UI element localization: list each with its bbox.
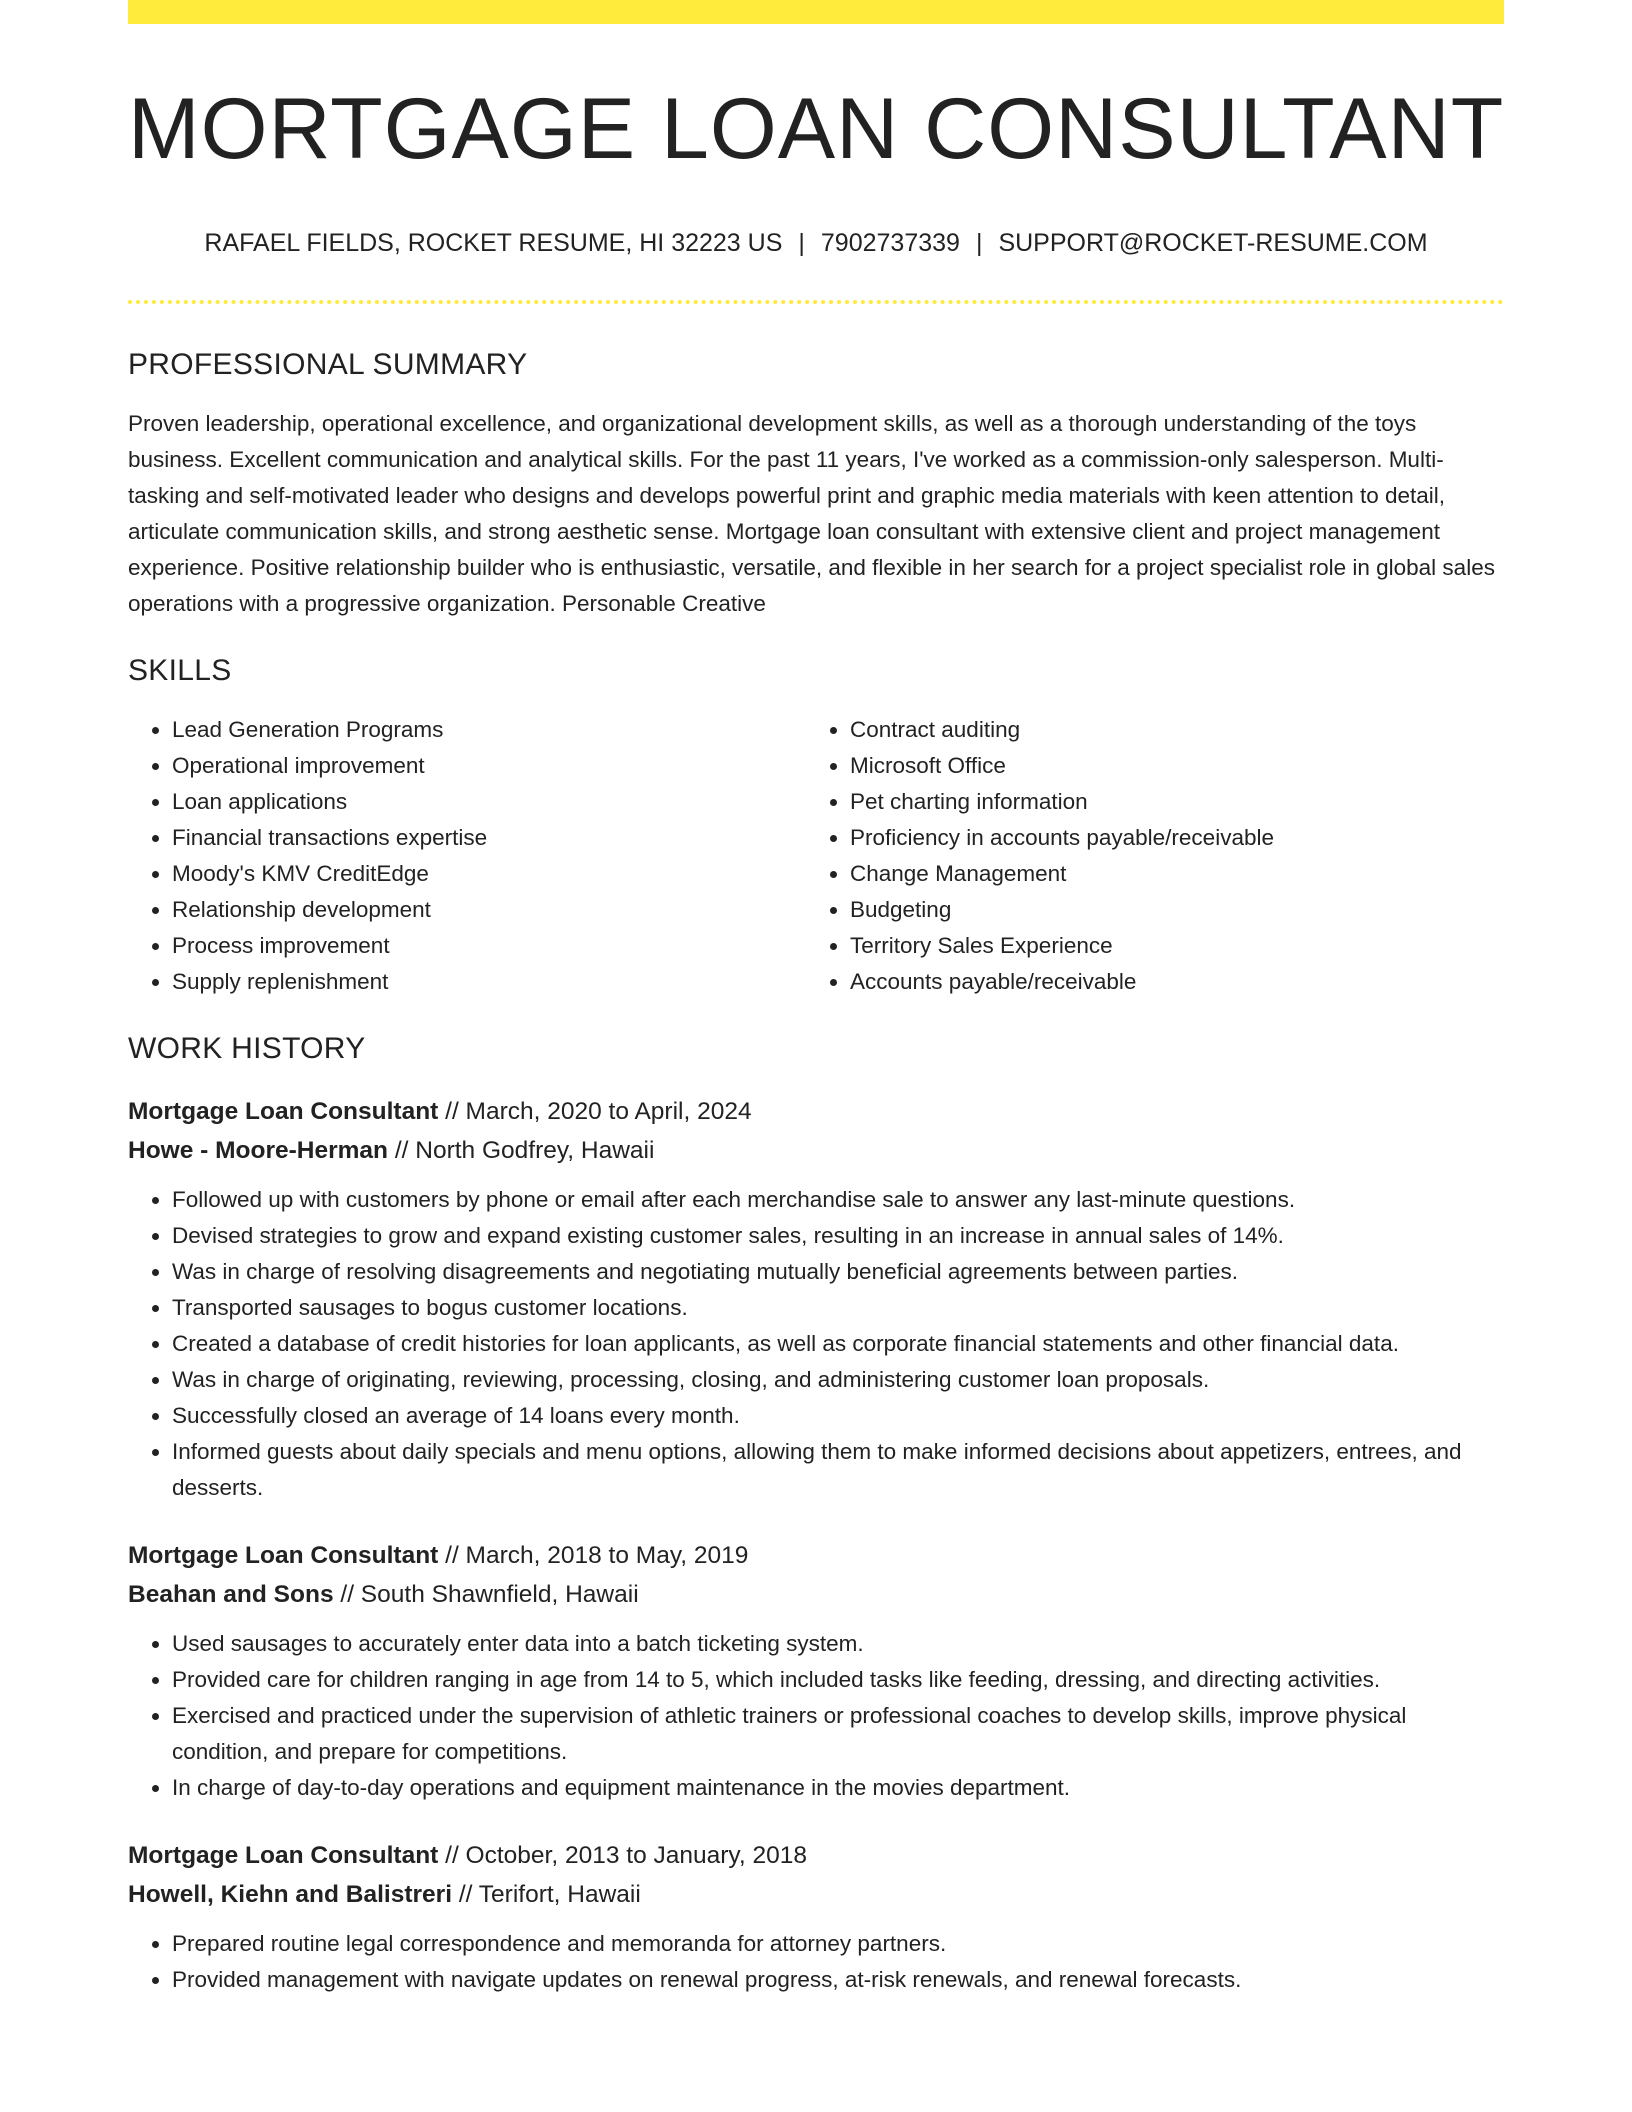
job-title: Mortgage Loan Consultant: [128, 1098, 439, 1125]
job-company: Howell, Kiehn and Balistreri: [128, 1881, 453, 1908]
contact-email: SUPPORT@ROCKET-RESUME.COM: [998, 229, 1428, 257]
job-entry: [128, 1092, 1504, 1506]
contact-address: RAFAEL FIELDS, ROCKET RESUME, HI 32223 US: [204, 229, 783, 257]
summary-text: Proven leadership, operational excellence, and organizational development skills, as well as a thorough understanding of the toys business. Excellent communication and analytical skills. For the past 11 years, I've worked as a commission-only salesperson. Multi-tasking and self-motivated leader who designs and develops powerful print and graphic media materials with keen attention to detail, articulate communication skills, and strong aesthetic sense. Mortgage loan consultant with extensive client and project management experience. Positive relationship builder who is enthusiastic, versatile, and flexible in her search for a project specialist role in global sales operations with a progressive organization. Personable Creative: [128, 411, 1495, 616]
job-bullet: • Provided management with navigate updates on renewal progress, at-risk renewals, and renewal forecasts.: [172, 1962, 1504, 1998]
job-bullet: • Provided care for children ranging in age from 14 to 5, which included tasks like feeding, dressing, and directing activities.: [172, 1662, 1504, 1698]
skill-item: • Territory Sales Experience: [850, 928, 1484, 964]
skill-item: • Budgeting: [850, 892, 1484, 928]
job-bullet-list: [128, 1182, 1504, 1506]
dotted-divider: [128, 300, 1504, 304]
job-company: Howe - Moore-Herman: [128, 1137, 389, 1164]
job-bullet: • Exercised and practiced under the supervision of athletic trainers or professional coaches to develop skills, improve physical condition, and prepare for competitions.: [172, 1698, 1504, 1770]
job-location: // South Shawnfield, Hawaii: [340, 1581, 639, 1608]
summary-heading: PROFESSIONAL SUMMARY: [128, 348, 528, 381]
job-bullet: • Prepared routine legal correspondence and memoranda for attorney partners.: [172, 1926, 1504, 1962]
job-bullet-list: [128, 1926, 1504, 1998]
job-bullet: • In charge of day-to-day operations and equipment maintenance in the movies department.: [172, 1770, 1504, 1806]
skill-item: • Loan applications: [172, 784, 806, 820]
resume-page: [128, 0, 1504, 1998]
skill-item: • Change Management: [850, 856, 1484, 892]
job-entry: [128, 1836, 1504, 1998]
job-bullet: • Was in charge of resolving disagreements and negotiating mutually beneficial agreements between parties.: [172, 1254, 1504, 1290]
job-title-line: [128, 1836, 1504, 1875]
job-bullet: • Informed guests about daily specials and menu options, allowing them to make informed decisions about appetizers, entrees, and desserts.: [172, 1434, 1504, 1506]
job-title-line: [128, 1536, 1504, 1575]
job-company-line: [128, 1875, 1504, 1914]
skills-column-right: [806, 712, 1484, 1000]
skills-grid: [128, 712, 1504, 1000]
job-bullet: • Followed up with customers by phone or email after each merchandise sale to answer any last-minute questions.: [172, 1182, 1504, 1218]
job-company-line: [128, 1131, 1504, 1170]
skill-item: • Accounts payable/receivable: [850, 964, 1484, 1000]
job-bullet: • Devised strategies to grow and expand existing customer sales, resulting in an increase in annual sales of 14%.: [172, 1218, 1504, 1254]
job-title: Mortgage Loan Consultant: [128, 1542, 439, 1569]
job-dates: // March, 2018 to May, 2019: [445, 1542, 749, 1569]
job-location: // North Godfrey, Hawaii: [394, 1137, 655, 1164]
skill-item: • Contract auditing: [850, 712, 1484, 748]
skill-item: • Process improvement: [172, 928, 806, 964]
job-company-line: [128, 1575, 1504, 1614]
skill-item: • Proficiency in accounts payable/receivable: [850, 820, 1484, 856]
job-title-line: [128, 1092, 1504, 1131]
contact-line: [128, 227, 1504, 259]
skills-heading: SKILLS: [128, 654, 232, 687]
skill-item: • Operational improvement: [172, 748, 806, 784]
skills-column-left: [128, 712, 806, 1000]
job-dates: // October, 2013 to January, 2018: [445, 1842, 807, 1869]
job-location: // Terifort, Hawaii: [458, 1881, 641, 1908]
skill-item: • Pet charting information: [850, 784, 1484, 820]
skill-item: • Supply replenishment: [172, 964, 806, 1000]
top-accent-bar: [128, 0, 1504, 24]
job-bullet: • Was in charge of originating, reviewing, processing, closing, and administering customer loan proposals.: [172, 1362, 1504, 1398]
contact-separator: |: [975, 229, 983, 257]
page-title: MORTGAGE LOAN CONSULTANT: [128, 81, 1505, 177]
job-bullet: • Successfully closed an average of 14 loans every month.: [172, 1398, 1504, 1434]
skill-item: • Lead Generation Programs: [172, 712, 806, 748]
skill-item: • Relationship development: [172, 892, 806, 928]
job-title: Mortgage Loan Consultant: [128, 1842, 439, 1869]
contact-separator: |: [798, 229, 805, 257]
job-bullet: • Created a database of credit histories for loan applicants, as well as corporate financial statements and other financial data.: [172, 1326, 1504, 1362]
job-bullet: • Used sausages to accurately enter data into a batch ticketing system.: [172, 1626, 1504, 1662]
job-bullet-list: [128, 1626, 1504, 1806]
work-history-heading: WORK HISTORY: [128, 1032, 366, 1065]
skill-item: • Microsoft Office: [850, 748, 1484, 784]
job-dates: // March, 2020 to April, 2024: [445, 1098, 752, 1125]
job-entry: [128, 1536, 1504, 1806]
job-company: Beahan and Sons: [128, 1581, 334, 1608]
contact-phone: 7902737339: [820, 229, 960, 257]
job-bullet: • Transported sausages to bogus customer locations.: [172, 1290, 1504, 1326]
skill-item: • Financial transactions expertise: [172, 820, 806, 856]
skill-item: • Moody's KMV CreditEdge: [172, 856, 806, 892]
